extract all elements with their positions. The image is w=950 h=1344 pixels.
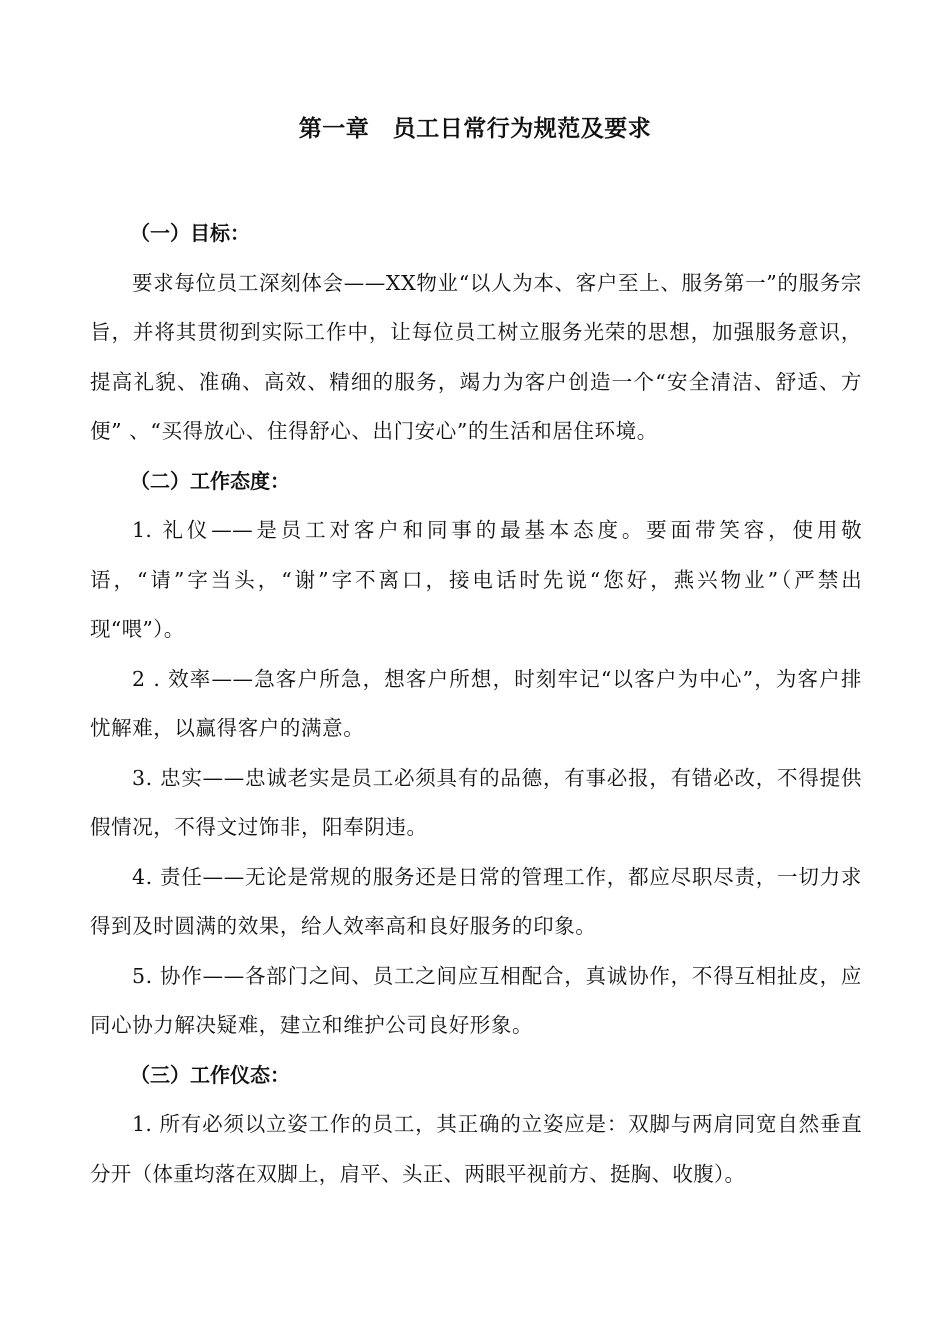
section-heading-attitude: （二）工作态度： xyxy=(130,468,290,493)
section-heading-demeanor: （三）工作仪态： xyxy=(130,1062,290,1087)
paragraph-standing-posture: 1. 所有必须以立姿工作的员工，其正确的立姿应是：双脚与两肩同宽自然垂直分开（体重均落在双脚上，肩平、头正、两眼平视前方、挺胸、收腹）。 xyxy=(90,1112,862,1186)
paragraph-efficiency: 2 . 效率——急客户所急，想客户所想，时刻牢记“以客户为中心”，为客户排忧解难，以赢得客户的满意。 xyxy=(90,666,862,740)
paragraph-goal: 要求每位员工深刻体会——XX物业“以人为本、客户至上、服务第一”的服务宗旨，并将其贯彻到实际工作中，让每位员工树立服务光荣的思想，加强服务意识，提高礼貌、准确、高效、精细的服务，竭力为客户创造一个“安全清洁、舒适、方便” 、“买得放心、住得舒心、出门安心”的生活和居住环境。 xyxy=(90,270,862,443)
paragraph-loyalty: 3. 忠实——忠诚老实是员工必须具有的品德，有事必报，有错必改，不得提供假情况，不得文过饰非，阳奉阴违。 xyxy=(90,765,862,839)
paragraph-responsibility: 4. 责任——无论是常规的服务还是日常的管理工作，都应尽职尽责，一切力求得到及时圆满的效果，给人效率高和良好服务的印象。 xyxy=(90,864,862,938)
section-heading-goal: （一）目标： xyxy=(130,221,250,245)
document-body xyxy=(90,209,862,1199)
paragraph-etiquette: 1. 礼仪——是员工对客户和同事的最基本态度。要面带笑容，使用敬语，“请”字当头，“谢”字不离口，接电话时先说“您好，燕兴物业”（严禁出现“喂”）。 xyxy=(90,518,862,641)
chapter-title: 第一章 员工日常行为规范及要求 xyxy=(298,116,652,142)
paragraph-cooperation: 5. 协作——各部门之间、员工之间应互相配合，真诚协作，不得互相扯皮，应同心协力解决疑难，建立和维护公司良好形象。 xyxy=(90,963,862,1037)
